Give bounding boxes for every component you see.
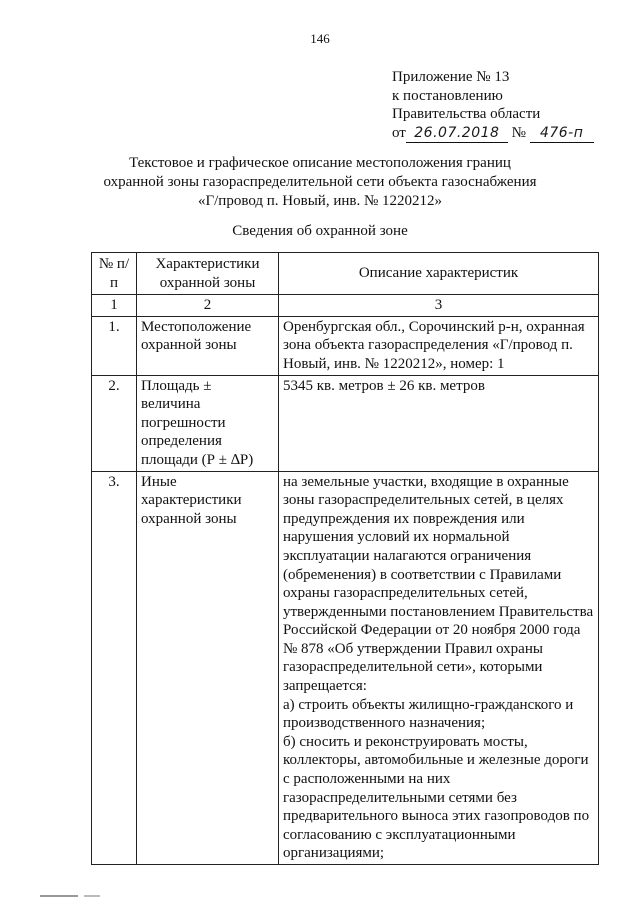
scan-artifact [40, 895, 78, 897]
date-prefix: от [392, 124, 406, 141]
appendix-line-2: к постановлению [392, 87, 503, 104]
row-characteristic: Площадь ± величина погрешности определения площади (Р ± ∆Р) [137, 375, 279, 471]
row-num: 2. [92, 375, 137, 471]
number-prefix: № [511, 124, 526, 141]
row-description: 5345 кв. метров ± 26 кв. метров [279, 375, 599, 471]
table-row [92, 375, 599, 471]
table-row [92, 316, 599, 375]
row-characteristic: Иные характеристики охранной зоны [137, 471, 279, 864]
appendix-date-line [392, 124, 594, 144]
handwritten-date: 26.07.2018 [406, 124, 508, 144]
row-description: на земельные участки, входящие в охранные зоны газораспределительных сетей, в целях предупреждения их повреждения или нарушения условий их нормальной эксплуатации налагаются ограничения (обременения) в соответствии с Правилами охраны газораспределительных сетей, утвержденными постановлением Правительства Российской Федерации от 20 ноября 2000 года № 878 «Об утверждении Правил охраны газораспределительной сети», которыми запрещается: [283, 473, 594, 695]
zone-info-table [91, 252, 599, 865]
title-line-3: «Г/провод п. Новый, инв. № 1220212» [197, 193, 443, 209]
row-num: 3. [92, 471, 137, 864]
table-header-row [92, 253, 599, 295]
appendix-line-3: Правительства области [392, 106, 541, 122]
handwritten-number: 476-п [530, 124, 594, 144]
header-num: № п/п [92, 253, 137, 295]
scan-artifact [84, 895, 100, 897]
document-title [0, 154, 640, 211]
restriction-item-a: а) строить объекты жилищно-гражданского и производственного назначения; [283, 696, 574, 732]
title-line-1: Текстовое и графическое описание местоположения границ [129, 155, 511, 171]
row-num: 1. [92, 316, 137, 375]
restriction-item-b: б) сносить и реконструировать мосты, коллекторы, автомобильные и железные дороги с расположенными на них газораспределительными сетями без предварительного выноса этих газопроводов по согласованию с эксплуатационными организациями; [283, 733, 590, 862]
title-line-2: охранной зоны газораспределительной сети объекта газоснабжения [103, 174, 537, 190]
appendix-block [392, 68, 594, 143]
appendix-line-1: Приложение № 13 [392, 69, 510, 85]
index-cell: 3 [279, 295, 599, 317]
page-number: 146 [310, 31, 330, 46]
index-cell: 2 [137, 295, 279, 317]
table-row [92, 471, 599, 864]
row-description-cell [279, 471, 599, 864]
row-characteristic: Местоположение охранной зоны [137, 316, 279, 375]
header-description: Описание характеристик [279, 253, 599, 295]
row-description: Оренбургская обл., Сорочинский р-н, охранная зона объекта газораспределения «Г/провод п. Новый, инв. № 1220212», номер: 1 [279, 316, 599, 375]
table-index-row [92, 295, 599, 317]
header-characteristic: Характеристики охранной зоны [137, 253, 279, 295]
index-cell: 1 [92, 295, 137, 317]
section-subtitle: Сведения об охранной зоне [232, 223, 408, 239]
